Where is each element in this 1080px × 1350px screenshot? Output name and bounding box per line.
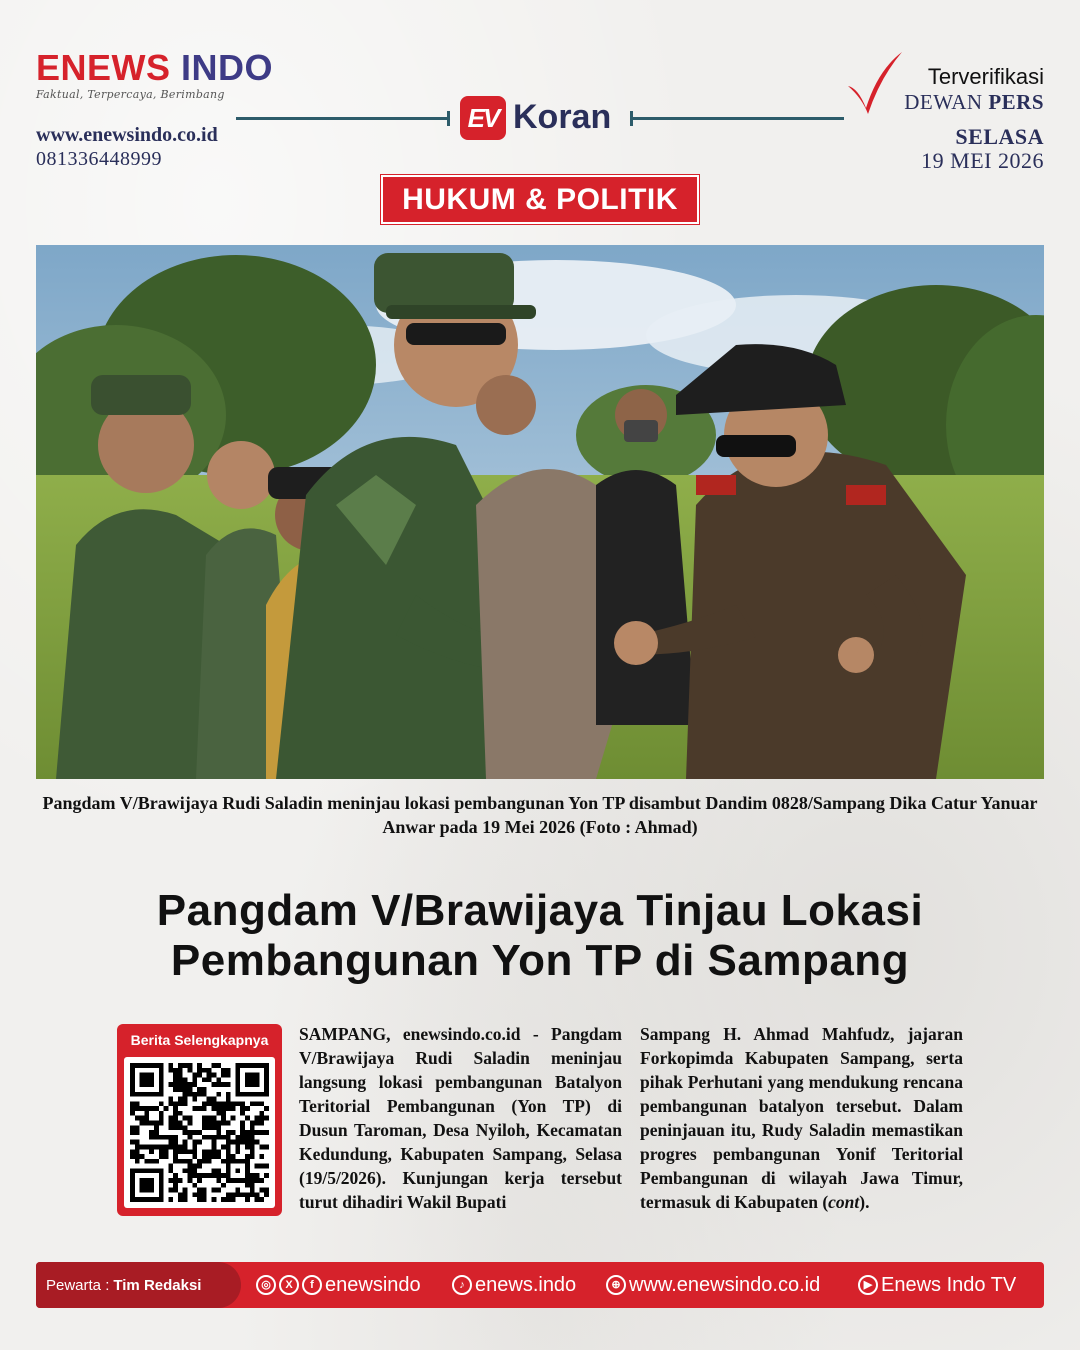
instagram-icon[interactable]: ◎	[256, 1275, 276, 1295]
qr-panel[interactable]	[117, 1024, 282, 1216]
brand-logo	[36, 47, 336, 110]
verification-badge	[844, 48, 1044, 118]
globe-icon[interactable]: ⊕	[606, 1275, 626, 1295]
checkmark-icon	[844, 48, 904, 118]
footer-website[interactable]	[606, 1262, 820, 1308]
phone-number: 081336448999	[36, 148, 162, 170]
article-photo	[36, 245, 1044, 779]
brand-tagline: Faktual, Terpercaya, Berimbang	[36, 88, 225, 101]
headline-line2: Pembangunan Yon TP di Sampang	[170, 936, 910, 985]
header-rule-right	[630, 117, 844, 120]
headline-line1: Pangdam V/Brawijaya Tinjau Lokasi	[156, 886, 924, 935]
photo-caption: Pangdam V/Brawijaya Rudi Saladin meninjau lokasi pembangunan Yon TP disambut Dandim 0828/Sampang Dika Catur Yanuar Anwar pada 19 Mei 2026 (Foto : Ahmad)	[42, 793, 1038, 837]
verification-line2: DEWAN PERS	[904, 90, 1044, 114]
continued-marker[interactable]: cont	[828, 1192, 860, 1212]
qr-code-icon[interactable]	[124, 1057, 275, 1208]
facebook-icon[interactable]: f	[302, 1275, 322, 1295]
edition-day: SELASA	[955, 124, 1044, 149]
website-link[interactable]: www.enewsindo.co.id	[629, 1273, 821, 1296]
verification-line1: Terverifikasi	[927, 64, 1044, 89]
article-column-left: SAMPANG, enewsindo.co.id - Pangdam V/Brawijaya Rudi Saladin meninjau langsung lokasi pembangunan Batalyon Teritorial Pembangunan (Yon TP) di Dusun Taroman, Desa Nyiloh, Kecamatan Kedundung, Kabupaten Sampang, Selasa (19/5/2026). Kunjungan kerja tersebut turut dihadiri Wakil Bupati	[299, 1024, 622, 1212]
ev-logo: EV	[460, 96, 506, 140]
article-column-right: Sampang H. Ahmad Mahfudz, jajaran Forkopimda Kabupaten Sampang, serta pihak Perhutani yang mendukung rencana pembangunan batalyon tersebut. Dalam peninjauan itu, Rudy Saladin memastikan progres pembangunan Yonif Teritorial Pembangunan di wilayah Jawa Timur, termasuk di Kabupaten (cont).	[640, 1024, 963, 1212]
section-label: Koran	[513, 98, 612, 136]
site-url[interactable]: www.enewsindo.co.id	[36, 124, 218, 146]
tiktok-icon[interactable]: ♪	[452, 1275, 472, 1295]
x-icon[interactable]: X	[279, 1275, 299, 1295]
brand-name: ENEWS INDO	[36, 47, 274, 88]
edition-date: 19 MEI 2026	[921, 148, 1044, 173]
header-rule-left	[236, 117, 450, 120]
youtube-icon[interactable]: ▶	[858, 1275, 878, 1295]
footer-tiktok[interactable]	[452, 1262, 576, 1308]
social-handle[interactable]: enewsindo	[325, 1273, 421, 1296]
footer-youtube[interactable]	[858, 1262, 1016, 1308]
article-headline	[60, 886, 1020, 986]
footer-credit: Pewarta : Tim Redaksi	[46, 1276, 202, 1294]
header-rule-cap-left	[447, 111, 450, 126]
tiktok-handle[interactable]: enews.indo	[475, 1273, 577, 1296]
qr-label: Berita Selengkapnya	[130, 1032, 269, 1048]
youtube-channel[interactable]: Enews Indo TV	[881, 1273, 1017, 1296]
category-badge: HUKUM & POLITIK	[381, 175, 699, 224]
footer-social[interactable]	[256, 1262, 421, 1308]
